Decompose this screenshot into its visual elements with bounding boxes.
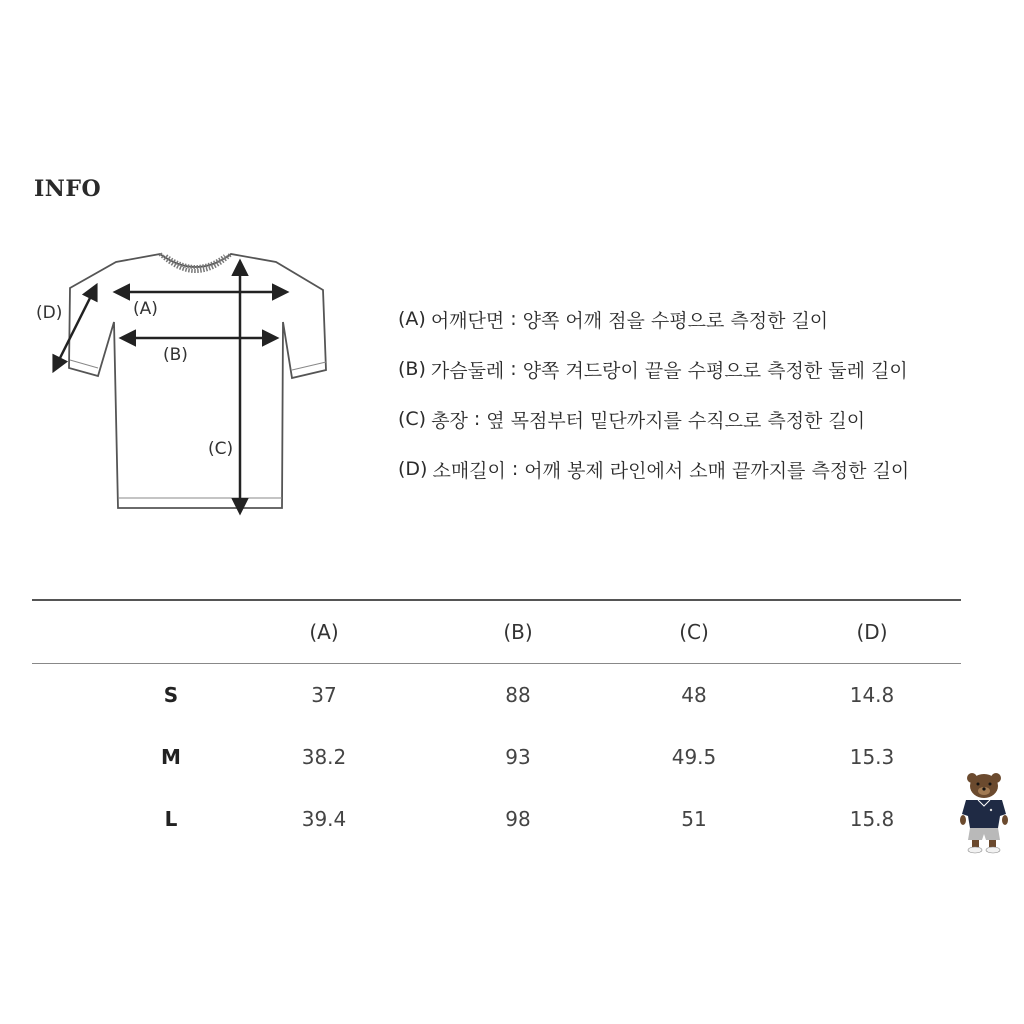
definition-row — [398, 294, 998, 344]
definition-term: 가슴둘레 — [430, 359, 505, 382]
table-cell: 38.2 — [301, 745, 347, 769]
definition-key: (D) — [398, 458, 428, 480]
label-a: (A) — [133, 299, 158, 319]
definition-colon: : — [510, 308, 517, 330]
column-header-a: (A) — [309, 620, 339, 644]
table-cell: 15.3 — [849, 745, 895, 769]
column-header-b: (B) — [503, 620, 533, 644]
definition-desc: 옆 목점부터 밑단까지를 수직으로 측정한 길이 — [486, 409, 866, 432]
table-cell: 39.4 — [301, 807, 347, 831]
size-label: M — [161, 745, 181, 769]
definition-key: (A) — [398, 308, 426, 330]
label-c: (C) — [208, 439, 234, 459]
table-cell: 14.8 — [849, 683, 895, 707]
label-b: (B) — [163, 345, 188, 365]
table-cell: 48 — [681, 683, 707, 707]
definition-colon: : — [510, 358, 517, 380]
table-row — [32, 788, 961, 850]
table-cell: 88 — [505, 683, 531, 707]
definition-desc: 어깨 봉제 라인에서 소매 끝까지를 측정한 길이 — [524, 459, 910, 482]
column-header-c: (C) — [679, 620, 709, 644]
table-cell: 15.8 — [849, 807, 895, 831]
table-cell: 37 — [311, 683, 337, 707]
table-cell: 51 — [681, 807, 707, 831]
table-header-row — [32, 601, 961, 663]
table-row — [32, 664, 961, 726]
definition-colon: : — [511, 458, 519, 480]
tshirt-diagram-svg — [30, 240, 340, 530]
definition-key: (C) — [398, 408, 427, 430]
table-cell: 98 — [505, 807, 531, 831]
bear-mascot-svg — [958, 770, 1012, 854]
definition-row — [398, 344, 998, 394]
definition-term: 어깨단면 — [430, 309, 505, 332]
size-label: S — [163, 683, 179, 707]
bear-mascot-image — [958, 770, 1012, 854]
label-d: (D) — [36, 303, 63, 323]
definition-desc: 양쪽 겨드랑이 끝을 수평으로 측정한 둘레 길이 — [522, 359, 908, 382]
table-cell: 93 — [505, 745, 531, 769]
size-label: L — [164, 807, 178, 831]
definition-term: 소매길이 — [432, 459, 506, 482]
column-header-d: (D) — [856, 620, 888, 644]
table-cell: 49.5 — [671, 745, 717, 769]
definition-desc: 양쪽 어깨 점을 수평으로 측정한 길이 — [522, 309, 829, 332]
definition-colon: : — [473, 408, 481, 430]
tshirt-measurement-diagram — [30, 240, 340, 530]
measurement-definitions — [398, 294, 998, 494]
definition-term: 총장 — [431, 409, 468, 432]
definition-key: (B) — [398, 358, 426, 380]
table-row — [32, 726, 961, 788]
page-title: INFO — [34, 176, 102, 202]
size-table — [32, 599, 961, 850]
definition-row — [398, 394, 998, 444]
definition-row — [398, 444, 998, 494]
